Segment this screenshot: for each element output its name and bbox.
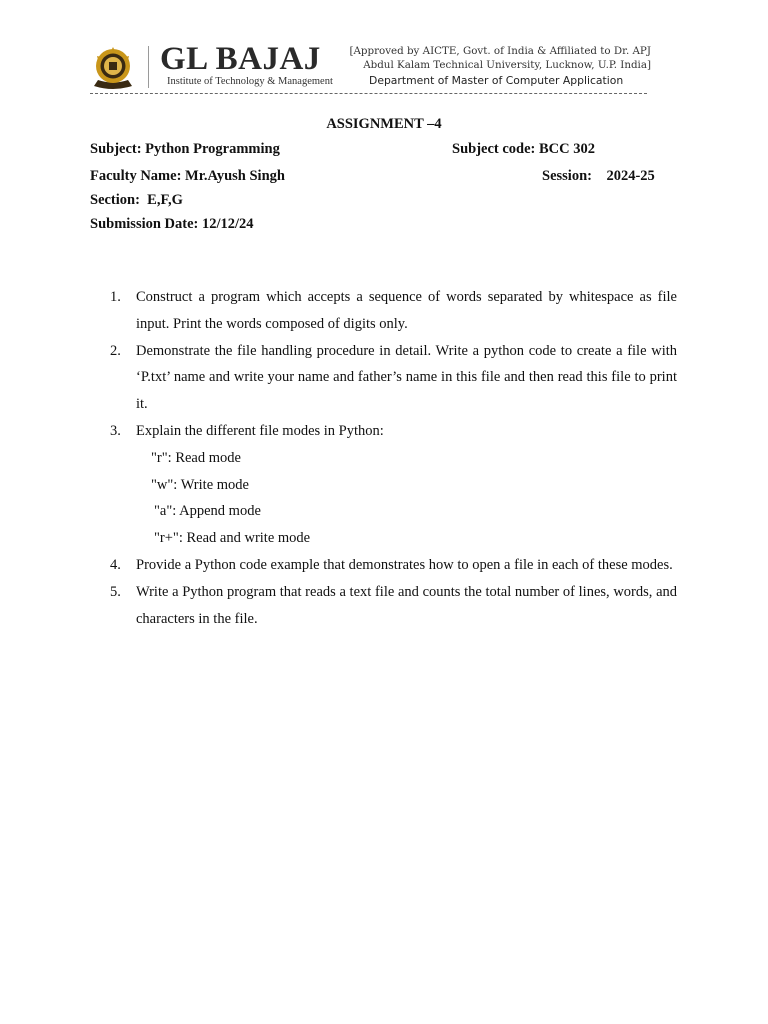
question-number: 2.: [110, 342, 121, 359]
question-2: [104, 338, 677, 418]
question-3: [104, 418, 677, 445]
header-divider: [90, 93, 647, 94]
assignment-title: ASSIGNMENT –4: [326, 116, 442, 132]
mode-read: "r": Read mode: [151, 449, 241, 466]
mode-write: "w": Write mode: [151, 476, 249, 493]
logo-divider: [148, 46, 149, 88]
submission-date: Submission Date: 12/12/24: [90, 216, 254, 232]
question-number: 1.: [110, 289, 121, 305]
mode-read-write: "r+": Read and write mode: [154, 530, 311, 547]
subject: Subject: Python Programming: [90, 141, 280, 157]
question-number: 4.: [110, 556, 121, 573]
question-5: [104, 579, 677, 633]
faculty-name: Faculty Name: Mr.Ayush Singh: [90, 168, 285, 184]
question-number: 5.: [110, 583, 121, 600]
mode-append: "a": Append mode: [154, 503, 261, 520]
question-list: [104, 284, 677, 632]
question-number: 3.: [110, 422, 121, 439]
question-1: [104, 284, 677, 338]
institution-tagline: Institute of Technology & Management: [167, 76, 333, 87]
approval-line-1: [Approved by AICTE, Govt. of India & Affiliated to Dr. APJ: [349, 45, 651, 57]
section: Section: E,F,G: [90, 192, 183, 208]
session: Session: 2024-25: [542, 168, 655, 184]
institution-seal-icon: [88, 46, 138, 92]
approval-text: [346, 44, 651, 72]
department-name: Department of Master of Computer Application: [369, 74, 624, 87]
institution-header: [88, 41, 651, 94]
subject-code: Subject code: BCC 302: [452, 141, 595, 157]
approval-line-2: Abdul Kalam Technical University, Lucknow, U.P. India]: [363, 59, 651, 71]
question-4: [104, 552, 677, 579]
question-text: Demonstrate the file handling procedure in detail. Write a python code to create a file with ‘P.txt’ name and write your name and father’s name in this file and then read this file to print it.: [136, 342, 677, 413]
question-text: Provide a Python code example that demonstrates how to open a file in each of these modes.: [136, 556, 673, 573]
institution-name: GL BAJAJ: [160, 41, 321, 77]
question-text: Write a Python program that reads a text file and counts the total number of lines, words, and characters in the file.: [136, 583, 677, 627]
question-text: Explain the different file modes in Python:: [136, 422, 384, 439]
question-text: Construct a program which accepts a sequence of words separated by whitespace as file input. Print the words composed of digits only.: [136, 289, 677, 332]
